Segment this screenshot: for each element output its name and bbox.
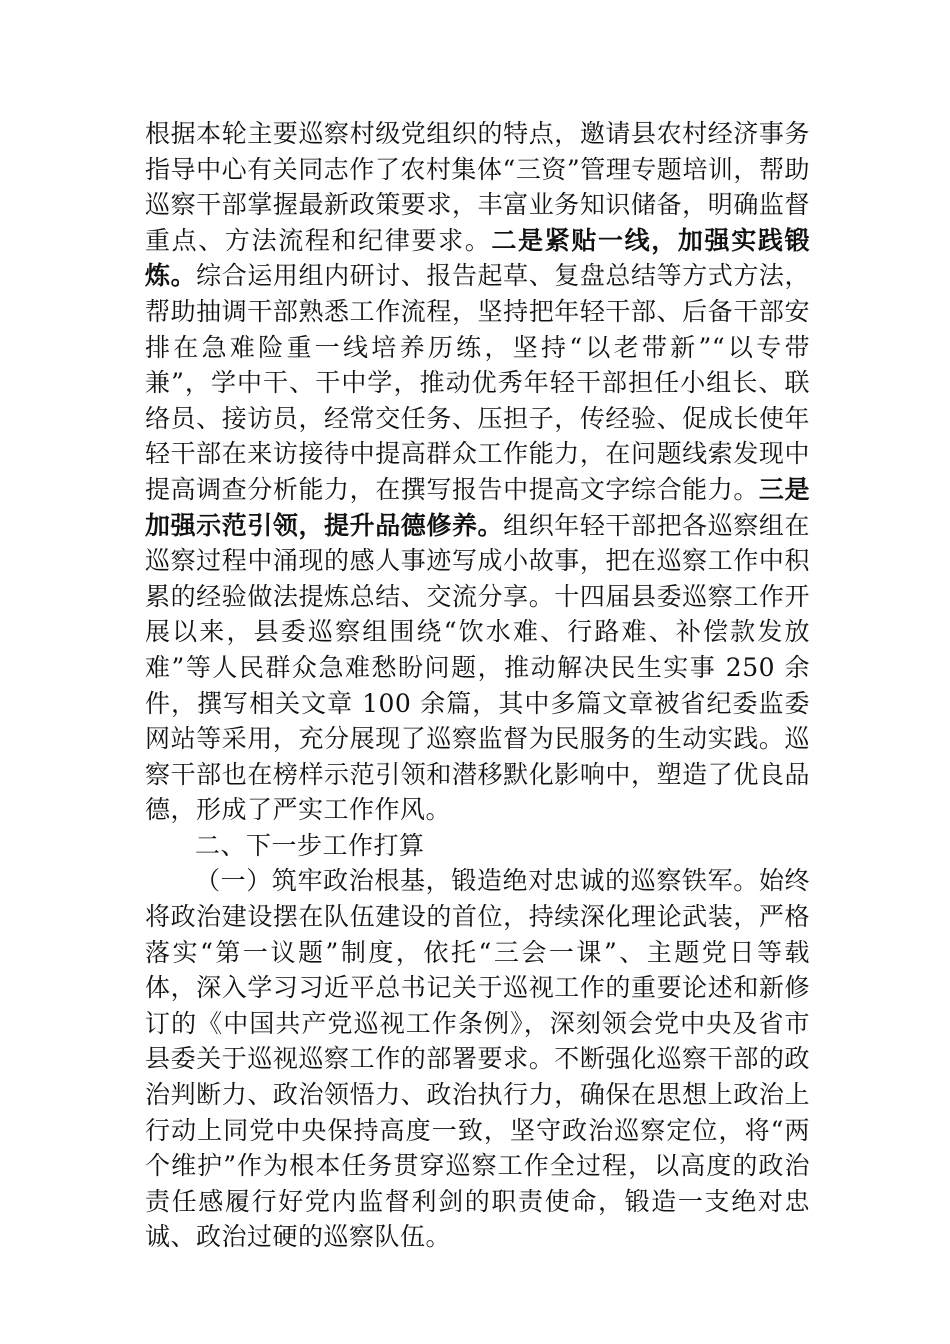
text-run: 根据本轮主要巡察村级党组织的特点，邀请县农村经济事务指导中心有关同志作了农村集体“三资”管理专题培训，帮助巡察干部掌握最新政策要求，丰富业务知识储备，明确监督重点、方法流程和纪律要求。 (145, 119, 810, 255)
section-heading-next-steps (145, 828, 810, 864)
text-run: 综合运用组内研讨、报告起草、复盘总结等方式方法，帮助抽调干部熟悉工作流程，坚持把年轻干部、后备干部安排在急难险重一线培养历练，坚持“以老带新”“以专带兼”，学中干、干中学，推动优秀年轻干部担任小组长、联络员、接访员，经常交任务、压担子，传经验、促成长使年轻干部在来访接待中提高群众工作能力，在问题线索发现中提高调查分析能力，在撰写报告中提高文字综合能力。 (145, 261, 810, 504)
paragraph-training-practice-example (145, 116, 810, 828)
paragraph-political-foundation (145, 863, 810, 1255)
document-body (145, 116, 810, 1255)
bold-heading-run: 三是加强示范引领，提升品德修养。 (145, 474, 810, 540)
bold-heading-run: 二是紧贴一线，加强实践锻炼。 (145, 225, 810, 291)
text-run: （一）筑牢政治根基，锻造绝对忠诚的巡察铁军。始终将政治建设摆在队伍建设的首位，持续深化理论武装，严格落实“第一议题”制度，依托“三会一课”、主题党日等载体，深入学习习近平总书记关于巡视工作的重要论述和新修订的《中国共产党巡视工作条例》，深刻领会党中央及省市县委关于巡视巡察工作的部署要求。不断强化巡察干部的政治判断力、政治领悟力、政治执行力，确保在思想上政治上行动上同党中央保持高度一致，坚守政治巡察定位，将“两个维护”作为根本任务贯穿巡察工作全过程，以高度的政治责任感履行好党内监督利剑的职责使命，锻造一支绝对忠诚、政治过硬的巡察队伍。 (145, 866, 810, 1252)
text-run: 组织年轻干部把各巡察组在巡察过程中涌现的感人事迹写成小故事，把在巡察工作中积累的经验做法提炼总结、交流分享。十四届县委巡察工作开展以来，县委巡察组围绕“饮水难、行路难、补偿款发放难”等人民群众急难愁盼问题，推动解决民生实事 250 余件，撰写相关文章 100 余篇，其中多篇文章被省纪委监委网站等采用，充分展现了巡察监督为民服务的生动实践。巡察干部也在榜样示范引领和潜移默化影响中，塑造了优良品德，形成了严实工作作风。 (145, 510, 810, 825)
section-heading-text: 二、下一步工作打算 (195, 830, 425, 860)
